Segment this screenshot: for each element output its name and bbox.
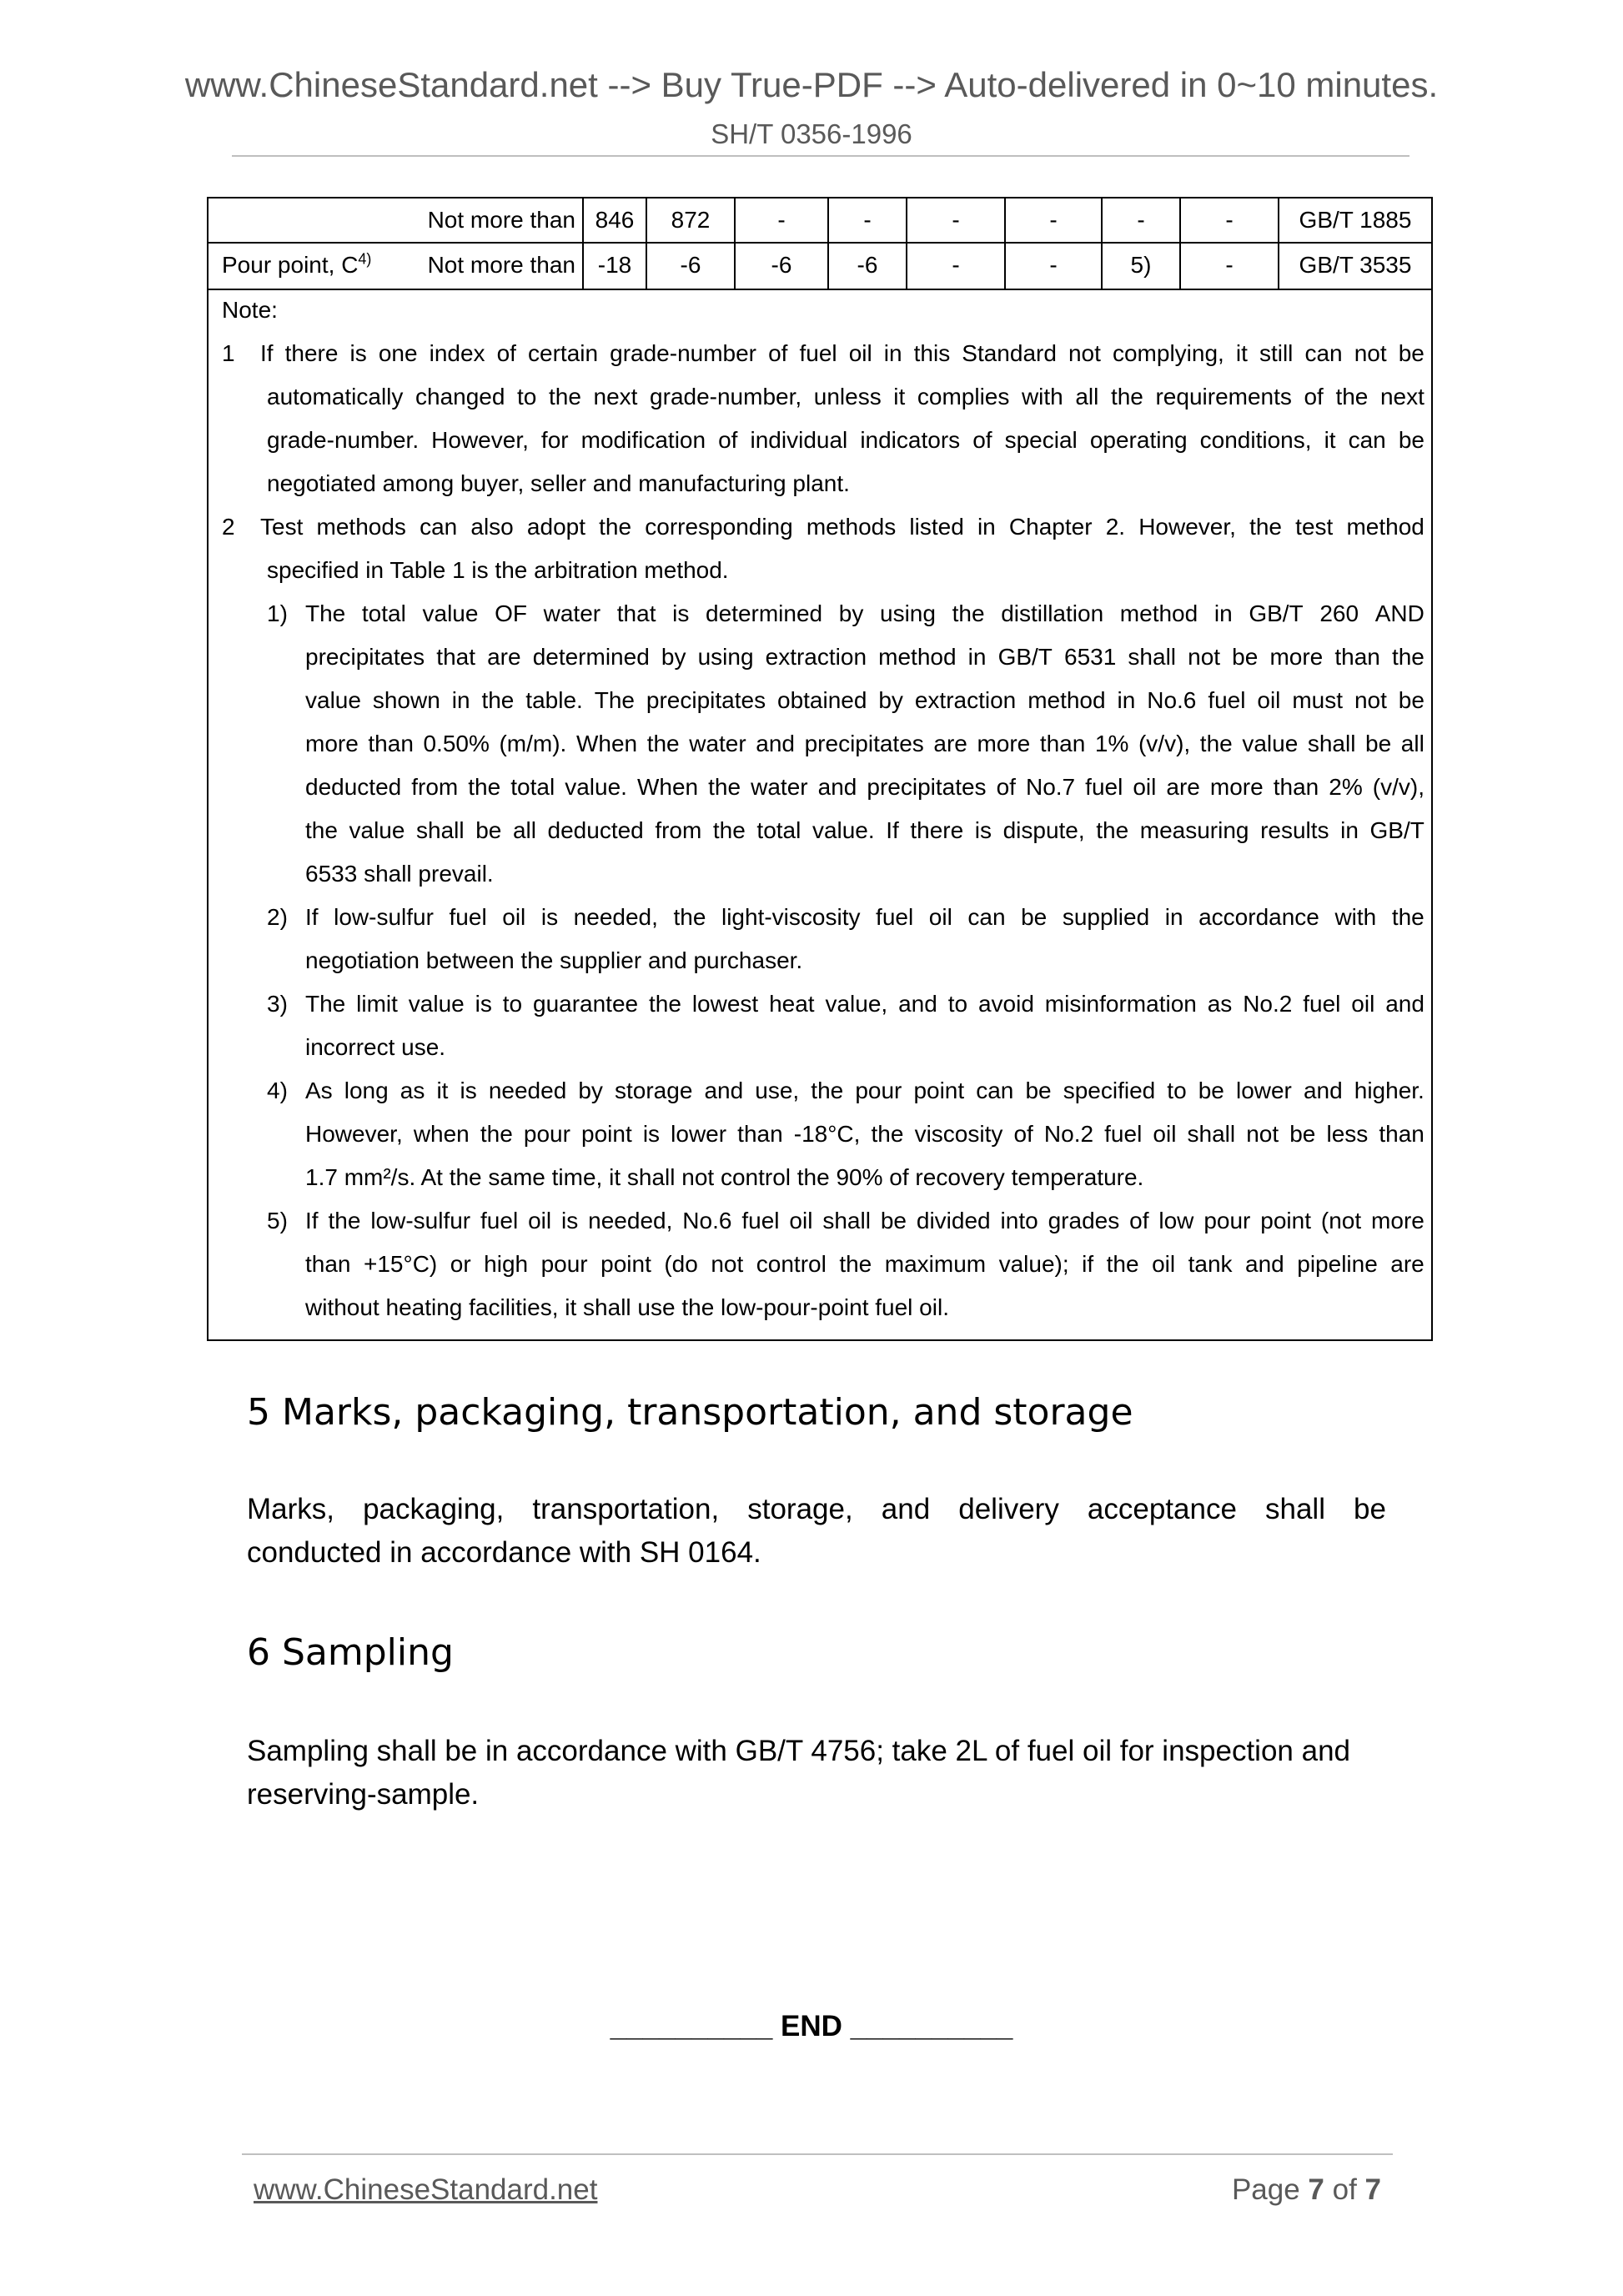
section-5-text: Marks, packaging, transportation, storage, and delivery acceptance shall be — [247, 1493, 1386, 1525]
note-line: If there is one index of certain grade-number of fuel oil in this Standard not complying, it still can not be — [260, 340, 1425, 366]
page-of: of — [1324, 2173, 1365, 2206]
subnote-line: As long as it is needed by storage and use, the pour point can be specified to be lower and higher. — [305, 1078, 1425, 1103]
subnote-line: The limit value is to guarantee the lowest heat value, and to avoid misinformation as No.2 fuel oil and — [305, 991, 1425, 1017]
row-label-not-more-than: Not more than — [427, 252, 575, 278]
note-line: grade-number. However, for modification of individual indicators of special operating conditions, it can be — [267, 427, 1425, 453]
note-line: specified in Table 1 is the arbitration method. — [267, 557, 729, 583]
subnote-number: 2) — [267, 904, 288, 930]
subnote-line: incorrect use. — [305, 1034, 446, 1060]
value-cell: -6 — [771, 252, 792, 278]
section-5-text: conducted in accordance with SH 0164. — [247, 1536, 761, 1569]
value-cell: - — [1137, 207, 1145, 233]
method-cell: GB/T 1885 — [1299, 207, 1412, 233]
page-current: 7 — [1308, 2173, 1324, 2206]
value-cell: - — [1225, 207, 1234, 233]
value-cell: - — [863, 207, 872, 233]
value-cell: -6 — [680, 252, 701, 278]
value-cell: -6 — [857, 252, 878, 278]
note-line: negotiated among buyer, seller and manufacturing plant. — [267, 470, 850, 496]
subnote-line: than +15°C) or high pour point (do not control the maximum value); if the oil tank and pipeline are — [305, 1251, 1425, 1277]
page-prefix: Page — [1231, 2173, 1309, 2206]
note-title: Note: — [222, 297, 278, 323]
end-marker: __________ END __________ — [610, 2010, 1013, 2042]
subnote-line: negotiation between the supplier and purchaser. — [305, 947, 803, 973]
section-6-text: reserving-sample. — [247, 1778, 480, 1811]
subnote-line: without heating facilities, it shall use the low-pour-point fuel oil. — [305, 1294, 949, 1320]
note-number: 1 — [222, 340, 235, 366]
row-divider — [209, 289, 1431, 290]
header-divider — [232, 155, 1409, 157]
subnote-number: 3) — [267, 991, 288, 1017]
subnote-line: If low-sulfur fuel oil is needed, the light-viscosity fuel oil can be supplied in accordance with the — [305, 904, 1425, 930]
value-cell: 872 — [671, 207, 711, 233]
pour-point-label: Pour point, C — [222, 252, 359, 278]
subnote-number: 5) — [267, 1208, 288, 1233]
value-cell: -18 — [597, 252, 632, 278]
section-5-heading: 5 Marks, packaging, transportation, and storage — [247, 1391, 1133, 1434]
subnote-number: 4) — [267, 1078, 288, 1103]
note-line: Test methods can also adopt the corresponding methods listed in Chapter 2. However, the test method — [260, 514, 1425, 540]
subnote-line: The total value OF water that is determined by using the distillation method in GB/T 260 AND — [305, 600, 1425, 626]
section-6-heading: 6 Sampling — [247, 1631, 454, 1674]
footer-divider — [242, 2153, 1393, 2155]
value-cell: 5) — [1130, 252, 1152, 278]
page-number — [1232, 2173, 1381, 2207]
header-banner: www.ChineseStandard.net --> Buy True-PDF --> Auto-delivered in 0~10 minutes. — [184, 65, 1439, 104]
subnote-line: If the low-sulfur fuel oil is needed, No.6 fuel oil shall be divided into grades of low pour point (not more — [305, 1208, 1425, 1233]
subnote-line: 1.7 mm²/s. At the same time, it shall not control the 90% of recovery temperature. — [305, 1164, 1144, 1190]
subnote-line: the value shall be all deducted from the total value. If there is dispute, the measuring results in GB/T — [305, 817, 1425, 843]
subnote-number: 1) — [267, 600, 288, 626]
footer-link[interactable]: www.ChineseStandard.net — [254, 2173, 598, 2206]
value-cell: - — [777, 207, 786, 233]
row-label-not-more-than: Not more than — [427, 207, 575, 233]
section-6-text: Sampling shall be in accordance with GB/T 4756; take 2L of fuel oil for inspection and — [247, 1735, 1351, 1767]
subnote-line: deducted from the total value. When the water and precipitates of No.7 fuel oil are more than 2% (v/v), — [305, 774, 1425, 800]
value-cell: 846 — [595, 207, 635, 233]
subnote-line: precipitates that are determined by using extraction method in GB/T 6531 shall not be more than the — [305, 644, 1425, 670]
subnote-line: more than 0.50% (m/m). When the water and precipitates are more than 1% (v/v), the value shall be all — [305, 731, 1425, 756]
page-total: 7 — [1364, 2173, 1381, 2206]
method-cell: GB/T 3535 — [1299, 252, 1412, 278]
value-cell: - — [1049, 252, 1058, 278]
value-cell: - — [1225, 252, 1234, 278]
value-cell: - — [1049, 207, 1058, 233]
pour-point-footnote: 4) — [358, 250, 372, 268]
subnote-line: value shown in the table. The precipitates obtained by extraction method in No.6 fuel oil must not be — [305, 687, 1425, 713]
note-number: 2 — [222, 514, 235, 540]
value-cell: - — [952, 207, 960, 233]
subnote-line: 6533 shall prevail. — [305, 861, 494, 887]
value-cell: - — [952, 252, 960, 278]
subnote-line: However, when the pour point is lower than -18°C, the viscosity of No.2 fuel oil shall not be less than — [305, 1121, 1425, 1147]
note-line: automatically changed to the next grade-number, unless it complies with all the requirements of the next — [267, 384, 1425, 409]
document-code: SH/T 0356-1996 — [711, 118, 912, 149]
specification-table — [207, 197, 1433, 1341]
